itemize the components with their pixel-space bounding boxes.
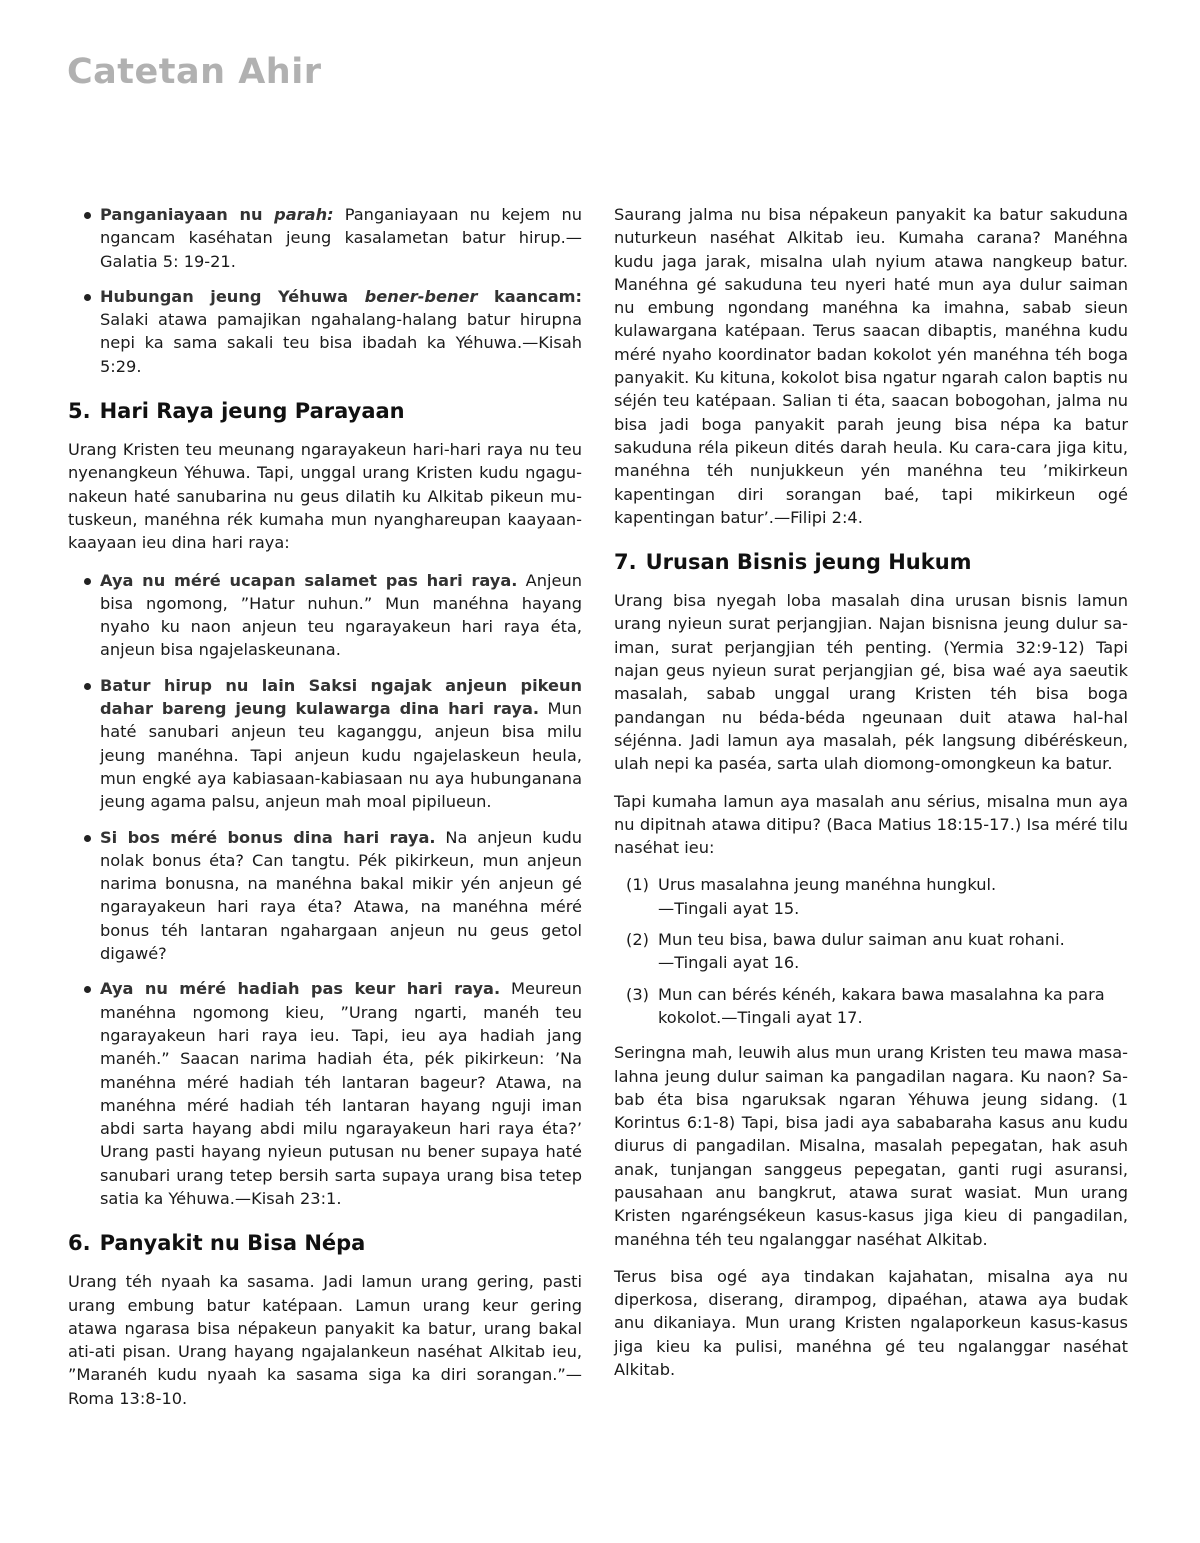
step-item — [626, 928, 1128, 975]
step-text: Mun can bérés kénéh, kakara bawa masalahna ka para kokolot.—Tingali ayat 17. — [658, 984, 1105, 1027]
section-7-paragraph-4: Terus bisa ogé aya tindakan kajahatan, misalna aya nu diperkosa, diserang, dirampog, dipaéhan, atawa aya budak anu dikaniaya. Mun urang Kristen ngalaporkeun kasus-kasus jiga kieu ka pulisi, manéhna gé teu ngalanggar naséhat Alkitab. — [614, 1266, 1128, 1380]
bullet-text: Anjeun bisa ngomong, ”Hatur nuhun.” Mun manéhna hayang nyaho ku naon anjeun teu ngarayakeun hari raya éta, anjeun bisa ngajelaskeunana. — [100, 570, 582, 660]
bullet-lead: Si bos méré bonus dina hari raya. — [100, 827, 436, 847]
section-5-heading — [68, 398, 582, 424]
bullet-text: Na anjeun kudu nolak bonus éta? Can tangtu. Pék pikirkeun, mun anjeun narima bonusna, na manéhna bakal mikir yén anjeun gé ngarayakeun hari raya éta? Atawa, na manéhna méré bonus téh lantaran ngahargaan anjeun nu geus getol digawé? — [100, 827, 582, 964]
list-item — [100, 203, 582, 273]
bullet-lead: Batur hirup nu lain Saksi ngajak anjeun pikeun dahar bareng jeung kulawarga dina hari raya. — [100, 675, 582, 719]
section-heading-text: Panyakit nu Bisa Népa — [99, 1231, 366, 1256]
section-number: 7. — [614, 550, 637, 575]
bullet-icon — [84, 683, 91, 690]
section-7-paragraph-1: Urang bisa nyegah loba masalah dina urusan bisnis lamun urang nyieun surat perjangjian. Najan bisnisna jeung dulur saiman, surat perjangjian téh penting. (Yermia 32:9-12) Tapi najan geus nyieun surat perjangjian gé, bisa waé aya saeutik masalah, sabab unggal urang Kristen téh bisa boga pandangan nu béda-béda ngeunaan duit atawa hal-hal séjénna. Jadi lamun aya masalah, pék langsung dibéréskeun, ulah nepi ka paséa, sarta ulah diomong-omongkeun ka batur. — [614, 591, 1128, 774]
step-item — [626, 983, 1128, 1030]
section-6-continued-paragraph: Saurang jalma nu bisa népakeun panyakit ka batur sakuduna nuturkeun naséhat Alkitab ieu. Kumaha carana? Manéhna kudu jaga jarak, misalna ulah nyium atawa nangkeup batur. Manéhna gé sakuduna teu nyeri haté mun aya dulur saiman nu embung ngondang manéhna ka imahna, sabab sieun kulawargana katépaan. Terus saacan dibaptis, manéhna kudu méré nyaho koordinator badan kokolot yén manéhna téh boga panyakit. Ku kituna, kokolot bisa ngatur ngarah calon baptis nu séjén teu katépaan. Salian ti éta, saacan bobogohan, jalma nu bisa jadi boga panyakit parah jeung bisa népa ka batur sakuduna réla pikeun dités darah heula. Ku cara-cara jiga kitu, manéhna téh nunjukkeun yén manéhna teu ’mikirkeun kapentingan diri sorangan baé, tapi mikirkeun ogé kapentingan batur’.—Filipi 2:4. — [614, 205, 1128, 527]
section-7-paragraph-3: Seringna mah, leuwih alus mun urang Kristen teu mawa masalahna jeung dulur saiman ka pangadilan nagara. Ku naon? Sabab éta bisa ngaruksak ngaran Yéhuwa jeung sidang. (1 Korintus 6:1-8) Tapi, bisa jadi aya sababaraha kasus anu kudu diurus di pangadilan. Misalna, masalah pepegatan, hak asuh anak, tunjangan sanggeus pepegatan, ganti rugi asuransi, pausahaan anu bangkrut, atawa surat wasiat. Mun urang Kristen ngaréngsékeun kasus-kasus jiga kieu di pangadilan, manéhna téh teu ngalanggar naséhat Alkitab. — [614, 1043, 1128, 1249]
bullet-lead-italic: bener-bener — [364, 286, 478, 306]
step-marker: (2) — [626, 930, 649, 950]
bullet-lead-text: kaancam: — [477, 286, 582, 306]
bullet-lead-text: Panganiayaan nu — [100, 205, 275, 224]
step-item — [626, 873, 1128, 920]
step-text: Mun teu bisa, bawa dulur saiman anu kuat rohani. — [658, 930, 1065, 950]
section-6-paragraph: Urang téh nyaah ka sasama. Jadi lamun urang gering, pasti urang embung batur katépaan. Lamun urang keur gering atawa ngarasa bisa népakeun panyakit ka batur, urang bakal ati-ati pisan. Urang hayang ngajalankeun naséhat Alkitab ieu, ”Maranéh kudu nyaah ka sasama siga ka diri sorangan.”—Roma 13:8-10. — [68, 1272, 582, 1408]
section-7-paragraph-2: Tapi kumaha lamun aya masalah anu sérius, misalna mun aya nu dipitnah atawa ditipu? (Baca Matius 18:15-17.) Isa méré tilu naséhat ieu: — [614, 791, 1128, 858]
bullet-icon — [84, 212, 91, 219]
section-6-heading — [68, 1230, 582, 1256]
bullet-text: Panganiayaan nu kejem nu ngancam kaséhatan jeung kasalametan batur hirup.—Galatia 5: 19-21. — [100, 205, 582, 271]
right-column — [614, 203, 1128, 1395]
list-item — [100, 977, 582, 1210]
step-reference: —Tingali ayat 16. — [658, 953, 800, 973]
list-item — [100, 569, 582, 662]
bullet-lead-text: Hubungan jeung Yéhuwa — [100, 286, 365, 306]
section-5-intro: Urang Kristen teu meunang ngarayakeun hari-hari raya nu teu nyenangkeun Yéhuwa. Tapi, unggal urang Kristen kudu ngagunakeun haté sanubarina nu geus dilatih ku Alkitab pikeun mutuskeun, manéhna rék kumaha mun nyanghareupan kaayaan-kaayaan ieu dina hari raya: — [68, 440, 582, 553]
section-heading-text: Urusan Bisnis jeung Hukum — [645, 550, 972, 575]
section-number: 5. — [68, 399, 91, 424]
bullet-lead: Aya nu méré hadiah pas keur hari raya. — [100, 979, 501, 999]
step-marker: (1) — [626, 875, 649, 895]
section-heading-text: Hari Raya jeung Parayaan — [99, 399, 405, 424]
bullet-icon — [84, 835, 91, 842]
page-title: Catetan Ahir — [67, 52, 322, 92]
left-column — [68, 203, 582, 1424]
step-marker: (3) — [626, 984, 649, 1004]
bullet-text: Mun haté sanubari anjeun teu kaganggu, anjeun bisa milu jeung manéhna. Tapi anjeun kudu ngajelaskeun heula, mun engké aya kabiasaan-kabiasaan nu aya hubunganana jeung agama palsu, anjeun mah moal pipilueun. — [100, 699, 582, 812]
list-item — [100, 674, 582, 814]
bullet-icon — [84, 578, 91, 585]
step-text: Urus masalahna jeung manéhna hungkul. — [658, 875, 997, 895]
bullet-lead: Aya nu méré ucapan salamet pas hari raya. — [100, 570, 518, 590]
bullet-lead — [100, 205, 334, 224]
matthew-steps-list — [614, 873, 1128, 1029]
section-7-heading — [614, 549, 1128, 575]
step-reference: —Tingali ayat 15. — [658, 898, 800, 918]
persecution-bullet-list — [68, 203, 582, 378]
holiday-bullet-list — [68, 569, 582, 1211]
list-item — [100, 826, 582, 966]
bullet-icon — [84, 294, 91, 301]
section-number: 6. — [68, 1231, 91, 1256]
bullet-icon — [84, 986, 91, 993]
list-item — [100, 285, 582, 378]
bullet-text: Meureun manéhna ngomong kieu, ”Urang ngarti, manéh teu ngarayakeun hari raya ieu. Tapi, ieu aya hadiah jang manéh.” Saacan narima hadiah éta, pék pikirkeun: ’Na manéhna méré hadiah téh lantaran bageur? Atawa, na manéhna méré hadiah téh lantaran hayang nguji iman abdi sarta hayang abdi milu ngarayakeun hari raya éta?’ Urang pasti hayang nyieun putusan nu bener supaya haté sanubari urang tetep bersih sarta supaya urang bisa tetep satia ka Yéhuwa.—Kisah 23:1. — [100, 979, 582, 1208]
bullet-lead — [100, 287, 582, 306]
bullet-text: Salaki atawa pamajikan ngahalang-halang batur hirupna nepi ka sama sakali teu bisa ibadah ka Yéhuwa.—Kisah 5:29. — [100, 310, 582, 376]
bullet-lead-italic: parah: — [274, 205, 334, 224]
